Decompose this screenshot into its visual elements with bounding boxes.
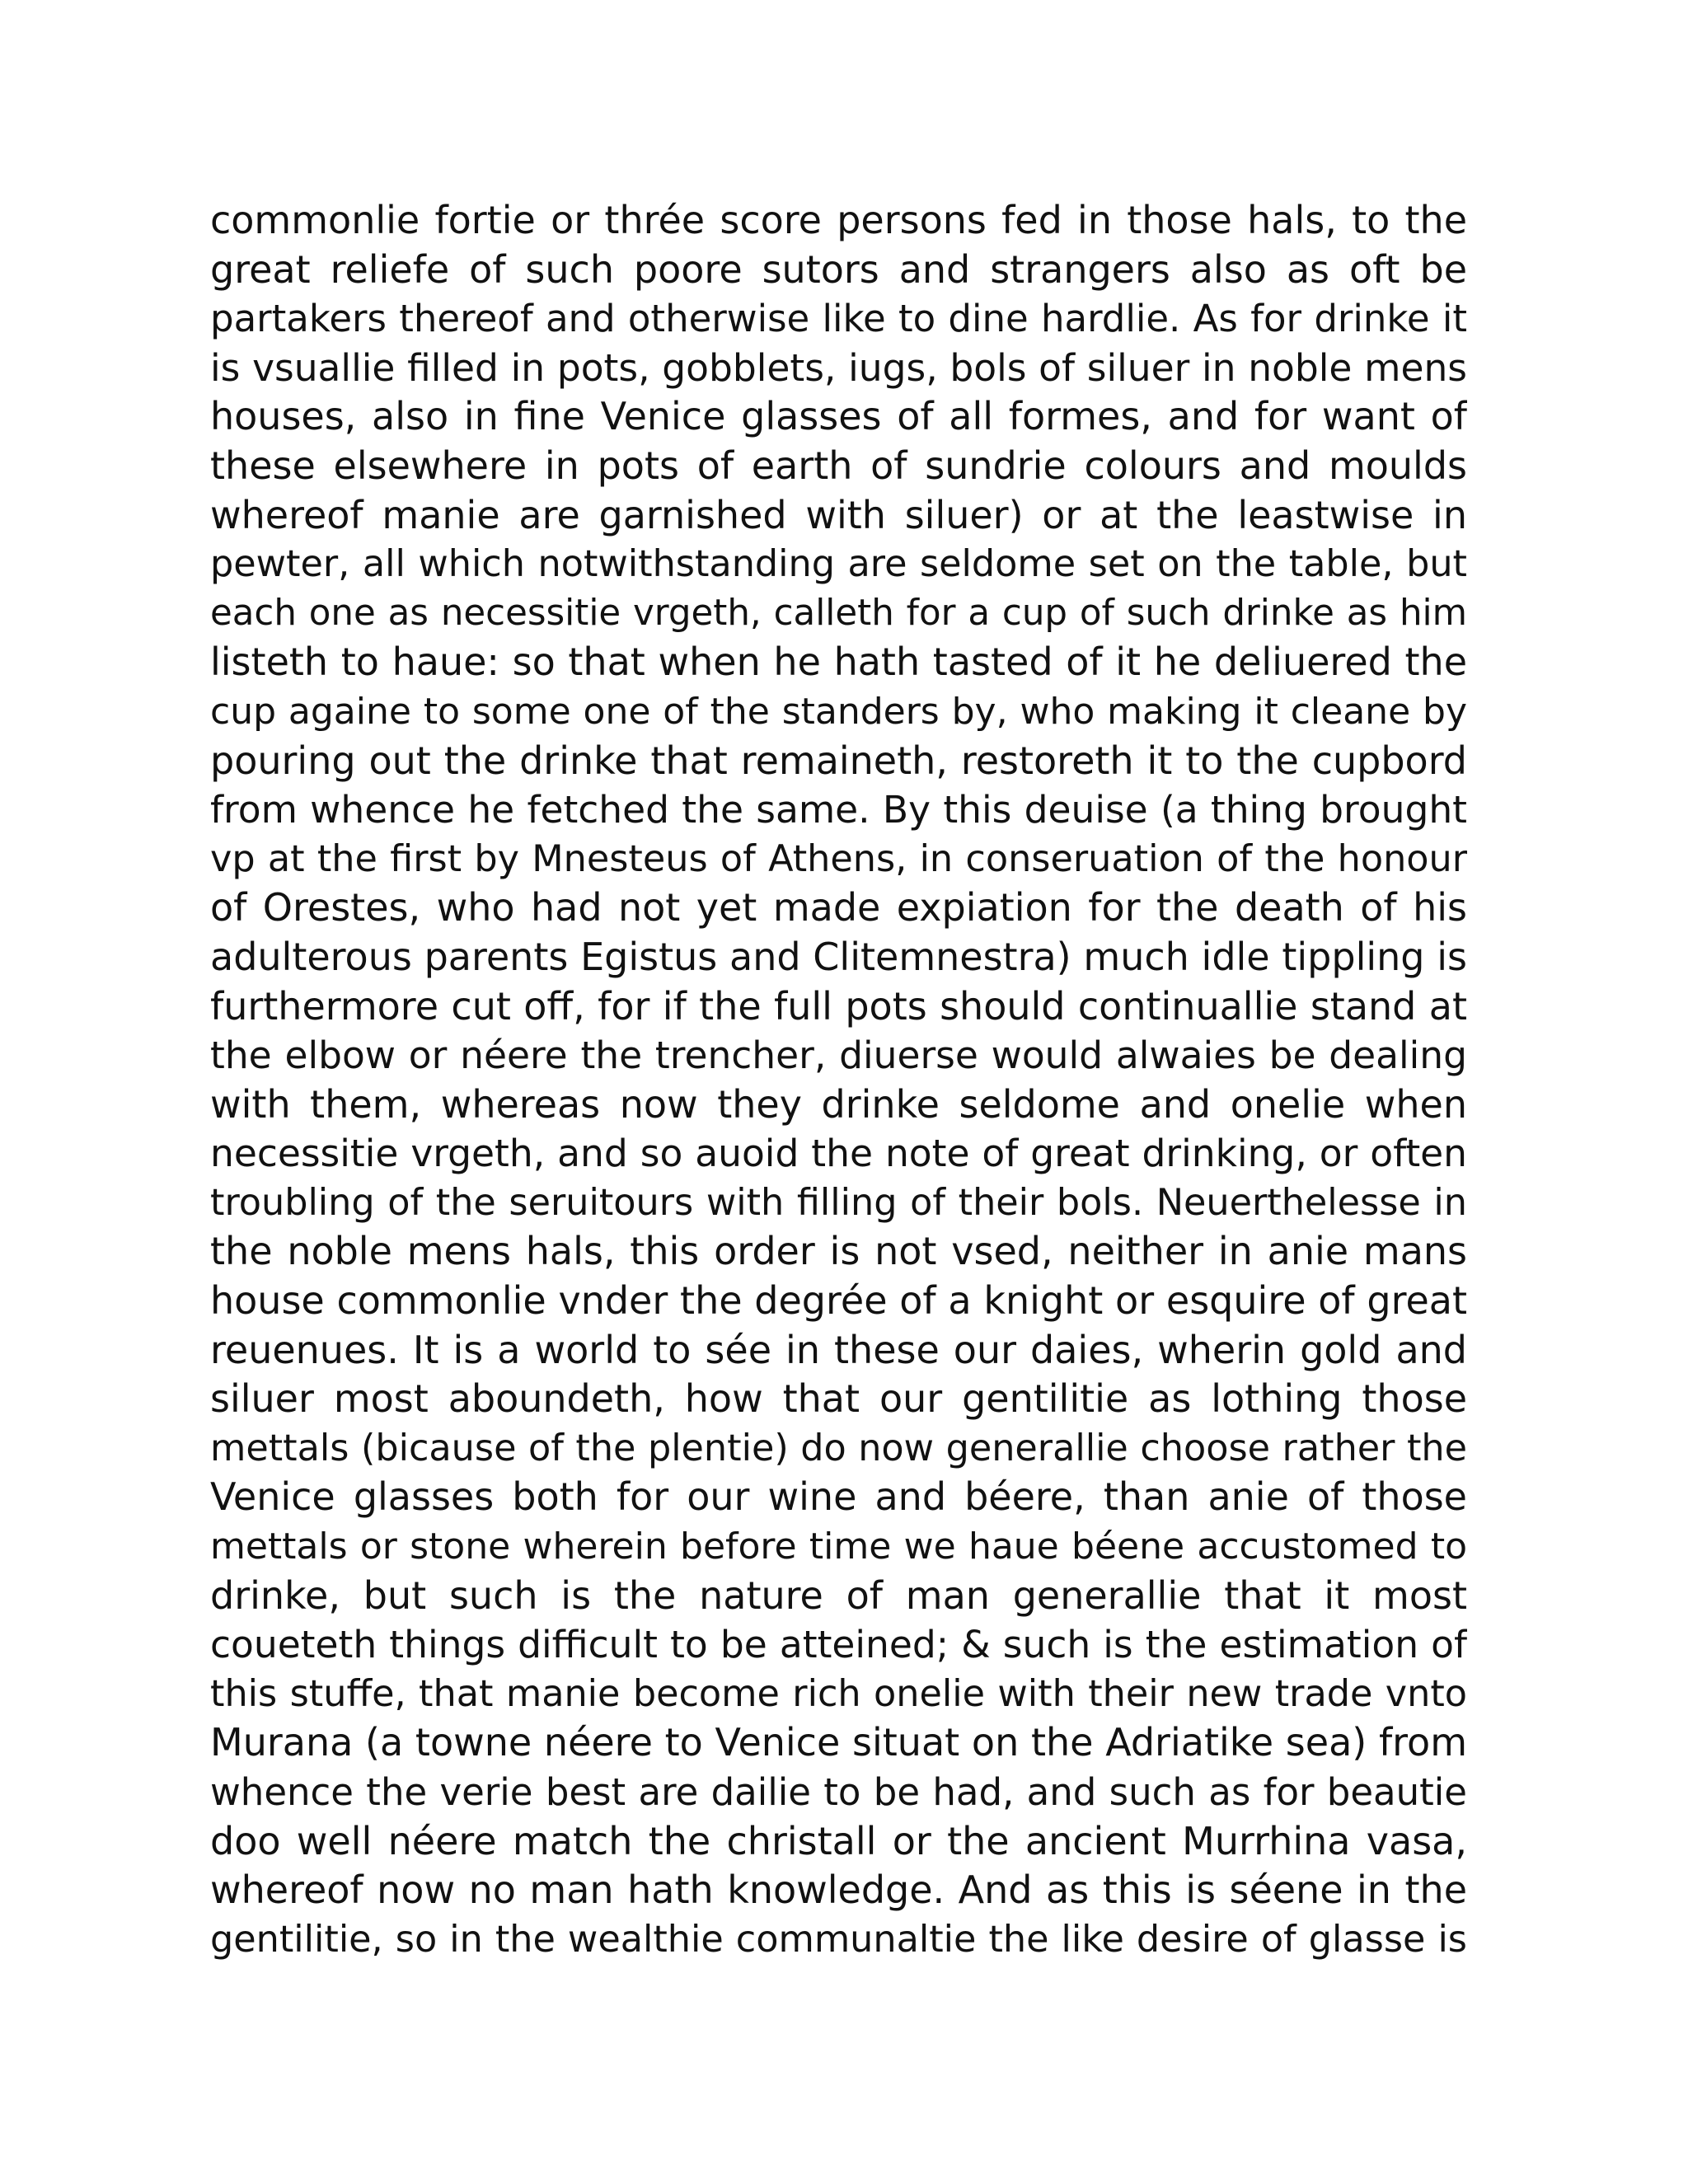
text-line: doo well néere match the christall or the ancient Murrhina vasa, — [210, 1818, 1467, 1863]
text-line: pewter, all which notwithstanding are seldome set on the table, but — [210, 543, 1467, 586]
text-line: each one as necessitie vrgeth, calleth for a cup of such drinke as him — [210, 592, 1467, 634]
body-text — [210, 196, 1467, 1964]
text-line: Venice glasses both for our wine and béere, than anie of those — [210, 1474, 1467, 1520]
text-line: siluer most aboundeth, how that our gentilitie as lothing those — [210, 1376, 1467, 1422]
text-line: necessitie vrgeth, and so auoid the note of great drinking, or often — [210, 1132, 1467, 1176]
text-line: the elbow or néere the trencher, diuerse would alwaies be dealing — [210, 1033, 1467, 1078]
text-line: pouring out the drinke that remaineth, restoreth it to the cupbord — [210, 738, 1467, 783]
text-line: whence the verie best are dailie to be had, and such as for beautie — [210, 1770, 1467, 1814]
text-line: house commonlie vnder the degrée of a knight or esquire of great — [210, 1278, 1467, 1324]
text-line: with them, whereas now they drinke seldome and onelie when — [210, 1081, 1467, 1127]
text-line: Murana (a towne néere to Venice situat on the Adriatike sea) from — [210, 1720, 1467, 1765]
text-line: vp at the first by Mnesteus of Athens, in conseruation of the honour — [210, 837, 1467, 880]
text-line: listeth to haue: so that when he hath tasted of it he deliuered the — [210, 640, 1467, 685]
text-line: adulterous parents Egistus and Clitemnestra) much idle tippling is — [210, 934, 1467, 979]
text-line: from whence he fetched the same. By this deuise (a thing brought — [210, 788, 1467, 832]
text-line: furthermore cut off, for if the full pots should continuallie stand at — [210, 983, 1467, 1029]
text-line: gentilitie, so in the wealthie communaltie the like desire of glasse is — [210, 1918, 1467, 1961]
text-line: the noble mens hals, this order is not vsed, neither in anie mans — [210, 1229, 1467, 1274]
text-line: cup againe to some one of the standers by, who making it cleane by — [210, 690, 1467, 733]
text-line: this stuffe, that manie become rich onelie with their new trade vnto — [210, 1672, 1467, 1715]
text-line: of Orestes, who had not yet made expiation for the death of his — [210, 885, 1467, 930]
text-line: mettals or stone wherein before time we haue béene accustomed to — [210, 1526, 1467, 1568]
text-line: whereof manie are garnished with siluer) or at the leastwise in — [210, 492, 1467, 537]
text-line: commonlie fortie or thrée score persons fed in those hals, to the — [210, 198, 1467, 242]
text-line: is vsuallie filled in pots, gobblets, iugs, bols of siluer in noble mens — [210, 345, 1467, 390]
text-line: mettals (bicause of the plentie) do now generallie choose rather the — [210, 1427, 1467, 1469]
text-line: whereof now no man hath knowledge. And as this is séene in the — [210, 1868, 1467, 1913]
text-line: these elsewhere in pots of earth of sundrie colours and moulds — [210, 443, 1467, 488]
text-line: great reliefe of such poore sutors and strangers also as oft be — [210, 246, 1467, 292]
text-line: troubling of the seruitours with filling of their bols. Neuerthelesse in — [210, 1181, 1467, 1224]
text-line: reuenues. It is a world to sée in these our daies, wherin gold and — [210, 1327, 1467, 1372]
text-line: drinke, but such is the nature of man generallie that it most — [210, 1572, 1467, 1618]
text-line: houses, also in fine Venice glasses of all formes, and for want of — [210, 394, 1467, 439]
text-line: partakers thereof and otherwise like to dine hardlie. As for drinke it — [210, 297, 1467, 341]
text-line: coueteth things difficult to be atteined; & such is the estimation of — [210, 1623, 1467, 1667]
